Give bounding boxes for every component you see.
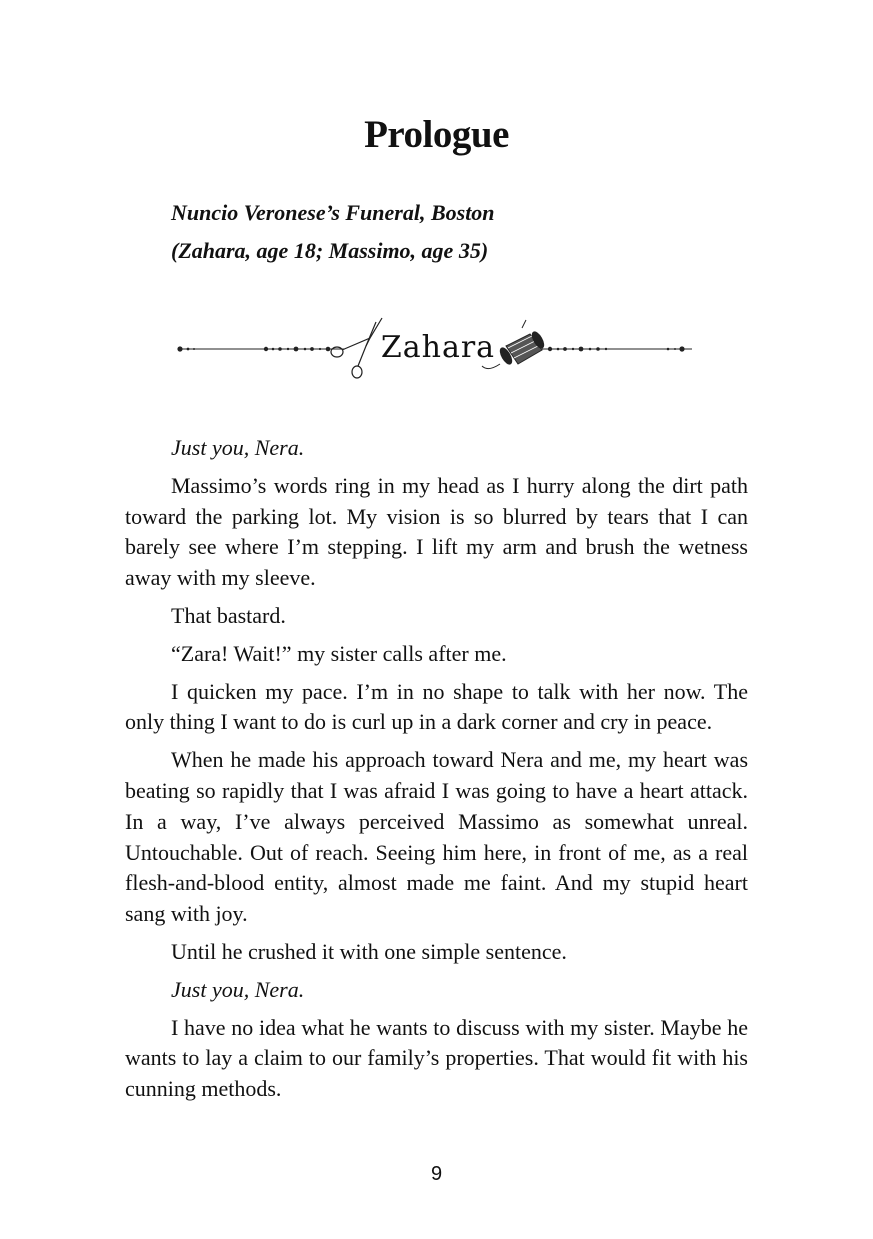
paragraph: I have no idea what he wants to discuss with my sister. Maybe he wants to lay a claim to our family’s properties. That would fit with his cunning methods. (125, 1014, 748, 1102)
paragraph: Until he crushed it with one simple sentence. (171, 938, 567, 964)
paragraph: Massimo’s words ring in my head as I hurry along the dirt path toward the parking lot. My vision is so blurred by tears that I can barely see where I’m stepping. I lift my arm and brush the wetness away with my sleeve. (125, 472, 748, 591)
scissors-icon (331, 318, 382, 378)
paragraph: “Zara! Wait!” my sister calls after me. (171, 640, 507, 666)
setting-location: Nuncio Veronese’s Funeral, Boston (171, 200, 495, 225)
chapter-body (125, 433, 748, 1112)
paragraph: Just you, Nera. (171, 435, 305, 460)
paragraph: When he made his approach toward Nera and me, my heart was beating so rapidly that I was afraid I was going to have a heart attack. In a way, I’ve always perceived Massimo as somewhat unreal. Untouchable. Out of reach. Seeing him here, in front of me, as a real flesh-and-blood entity, almost made me faint. And my stupid heart sang with joy. (125, 747, 748, 927)
paragraph: That bastard. (171, 602, 286, 628)
pov-character-name: Zahara (380, 330, 496, 365)
page-number: 9 (430, 1163, 443, 1185)
paragraph: I quicken my pace. I’m in no shape to talk with her now. The only thing I want to do is curl up in a dark corner and cry in peace. (125, 678, 748, 735)
setting-ages: (Zahara, age 18; Massimo, age 35) (171, 238, 489, 263)
paragraph: Just you, Nera. (171, 976, 305, 1002)
chapter-title: Prologue (364, 113, 509, 156)
